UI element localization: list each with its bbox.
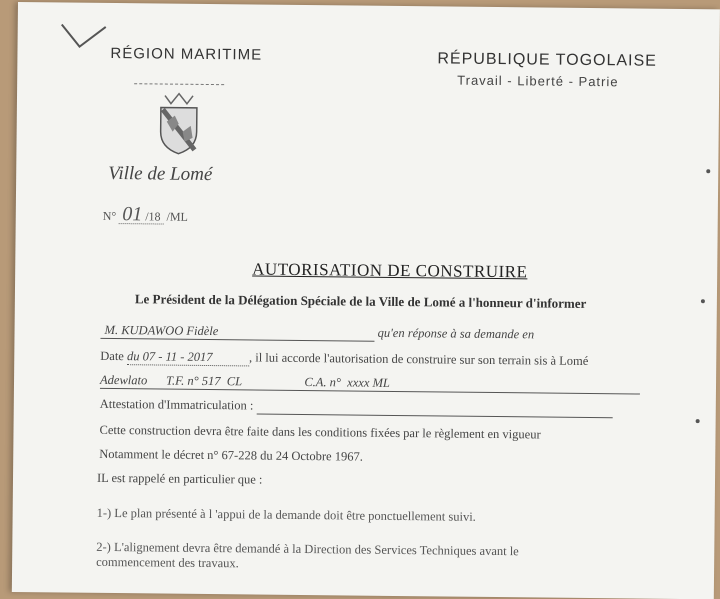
reference-number	[103, 203, 188, 227]
city-signature: Ville de Lomé	[108, 162, 213, 186]
reminder-line: IL est rappelé en particulier que :	[96, 470, 263, 487]
reference-number-value: 01 /18	[119, 209, 163, 224]
reference-suffix: /ML	[166, 209, 188, 224]
margin-dot	[696, 419, 700, 423]
conditions-line: Cette construction devra être faite dans les conditions fixées par le règlement en vigueur	[99, 422, 541, 442]
date-value: du 07 - 11 - 2017	[127, 349, 249, 366]
location-line	[100, 373, 640, 395]
applicant-name: M. KUDAWOO Fidèle	[100, 323, 374, 342]
rule-item-1: 1-) Le plan présenté à l 'appui de la demande doit être ponctuellement suivi.	[96, 505, 476, 524]
intro-line: Le Président de la Délégation Spéciale de la Ville de Lomé a l'honneur d'informer	[134, 291, 587, 311]
date-label: Date	[100, 348, 124, 364]
document-title: AUTORISATION DE CONSTRUIRE	[252, 259, 528, 282]
city-crest-icon	[156, 91, 201, 155]
header-divider	[134, 83, 224, 85]
date-line	[100, 349, 588, 370]
date-text: , il lui accorde l'autorisation de construire sur son terrain sis à Lomé	[248, 350, 589, 368]
reference-prefix: N°	[102, 208, 117, 224]
attestation-value	[256, 399, 612, 419]
location-value: Adewlato T.F. n° 517 CL C.A. n° xxxx ML	[100, 373, 640, 395]
margin-dot	[706, 169, 710, 173]
applicant-text: qu'en réponse à sa demande en	[377, 325, 535, 342]
region-header: RÉGION MARITIME	[110, 44, 263, 64]
rule-item-2: 2-) L'alignement devra être demandé à la Direction des Services Techniques avant le	[96, 539, 519, 559]
national-motto: Travail - Liberté - Patrie	[457, 72, 619, 90]
attestation-label: Attestation d'Immatriculation :	[99, 396, 254, 413]
rule-item-2-continued: commencement des travaux.	[96, 554, 239, 571]
republic-header: RÉPUBLIQUE TOGOLAISE	[437, 50, 657, 70]
margin-dot	[701, 299, 705, 303]
decree-line: Notamment le décret n° 67-228 du 24 Octobre 1967.	[99, 446, 363, 464]
attestation-line	[100, 397, 613, 418]
applicant-line	[100, 323, 534, 344]
document-page	[12, 2, 720, 599]
checkmark-icon	[59, 20, 109, 61]
